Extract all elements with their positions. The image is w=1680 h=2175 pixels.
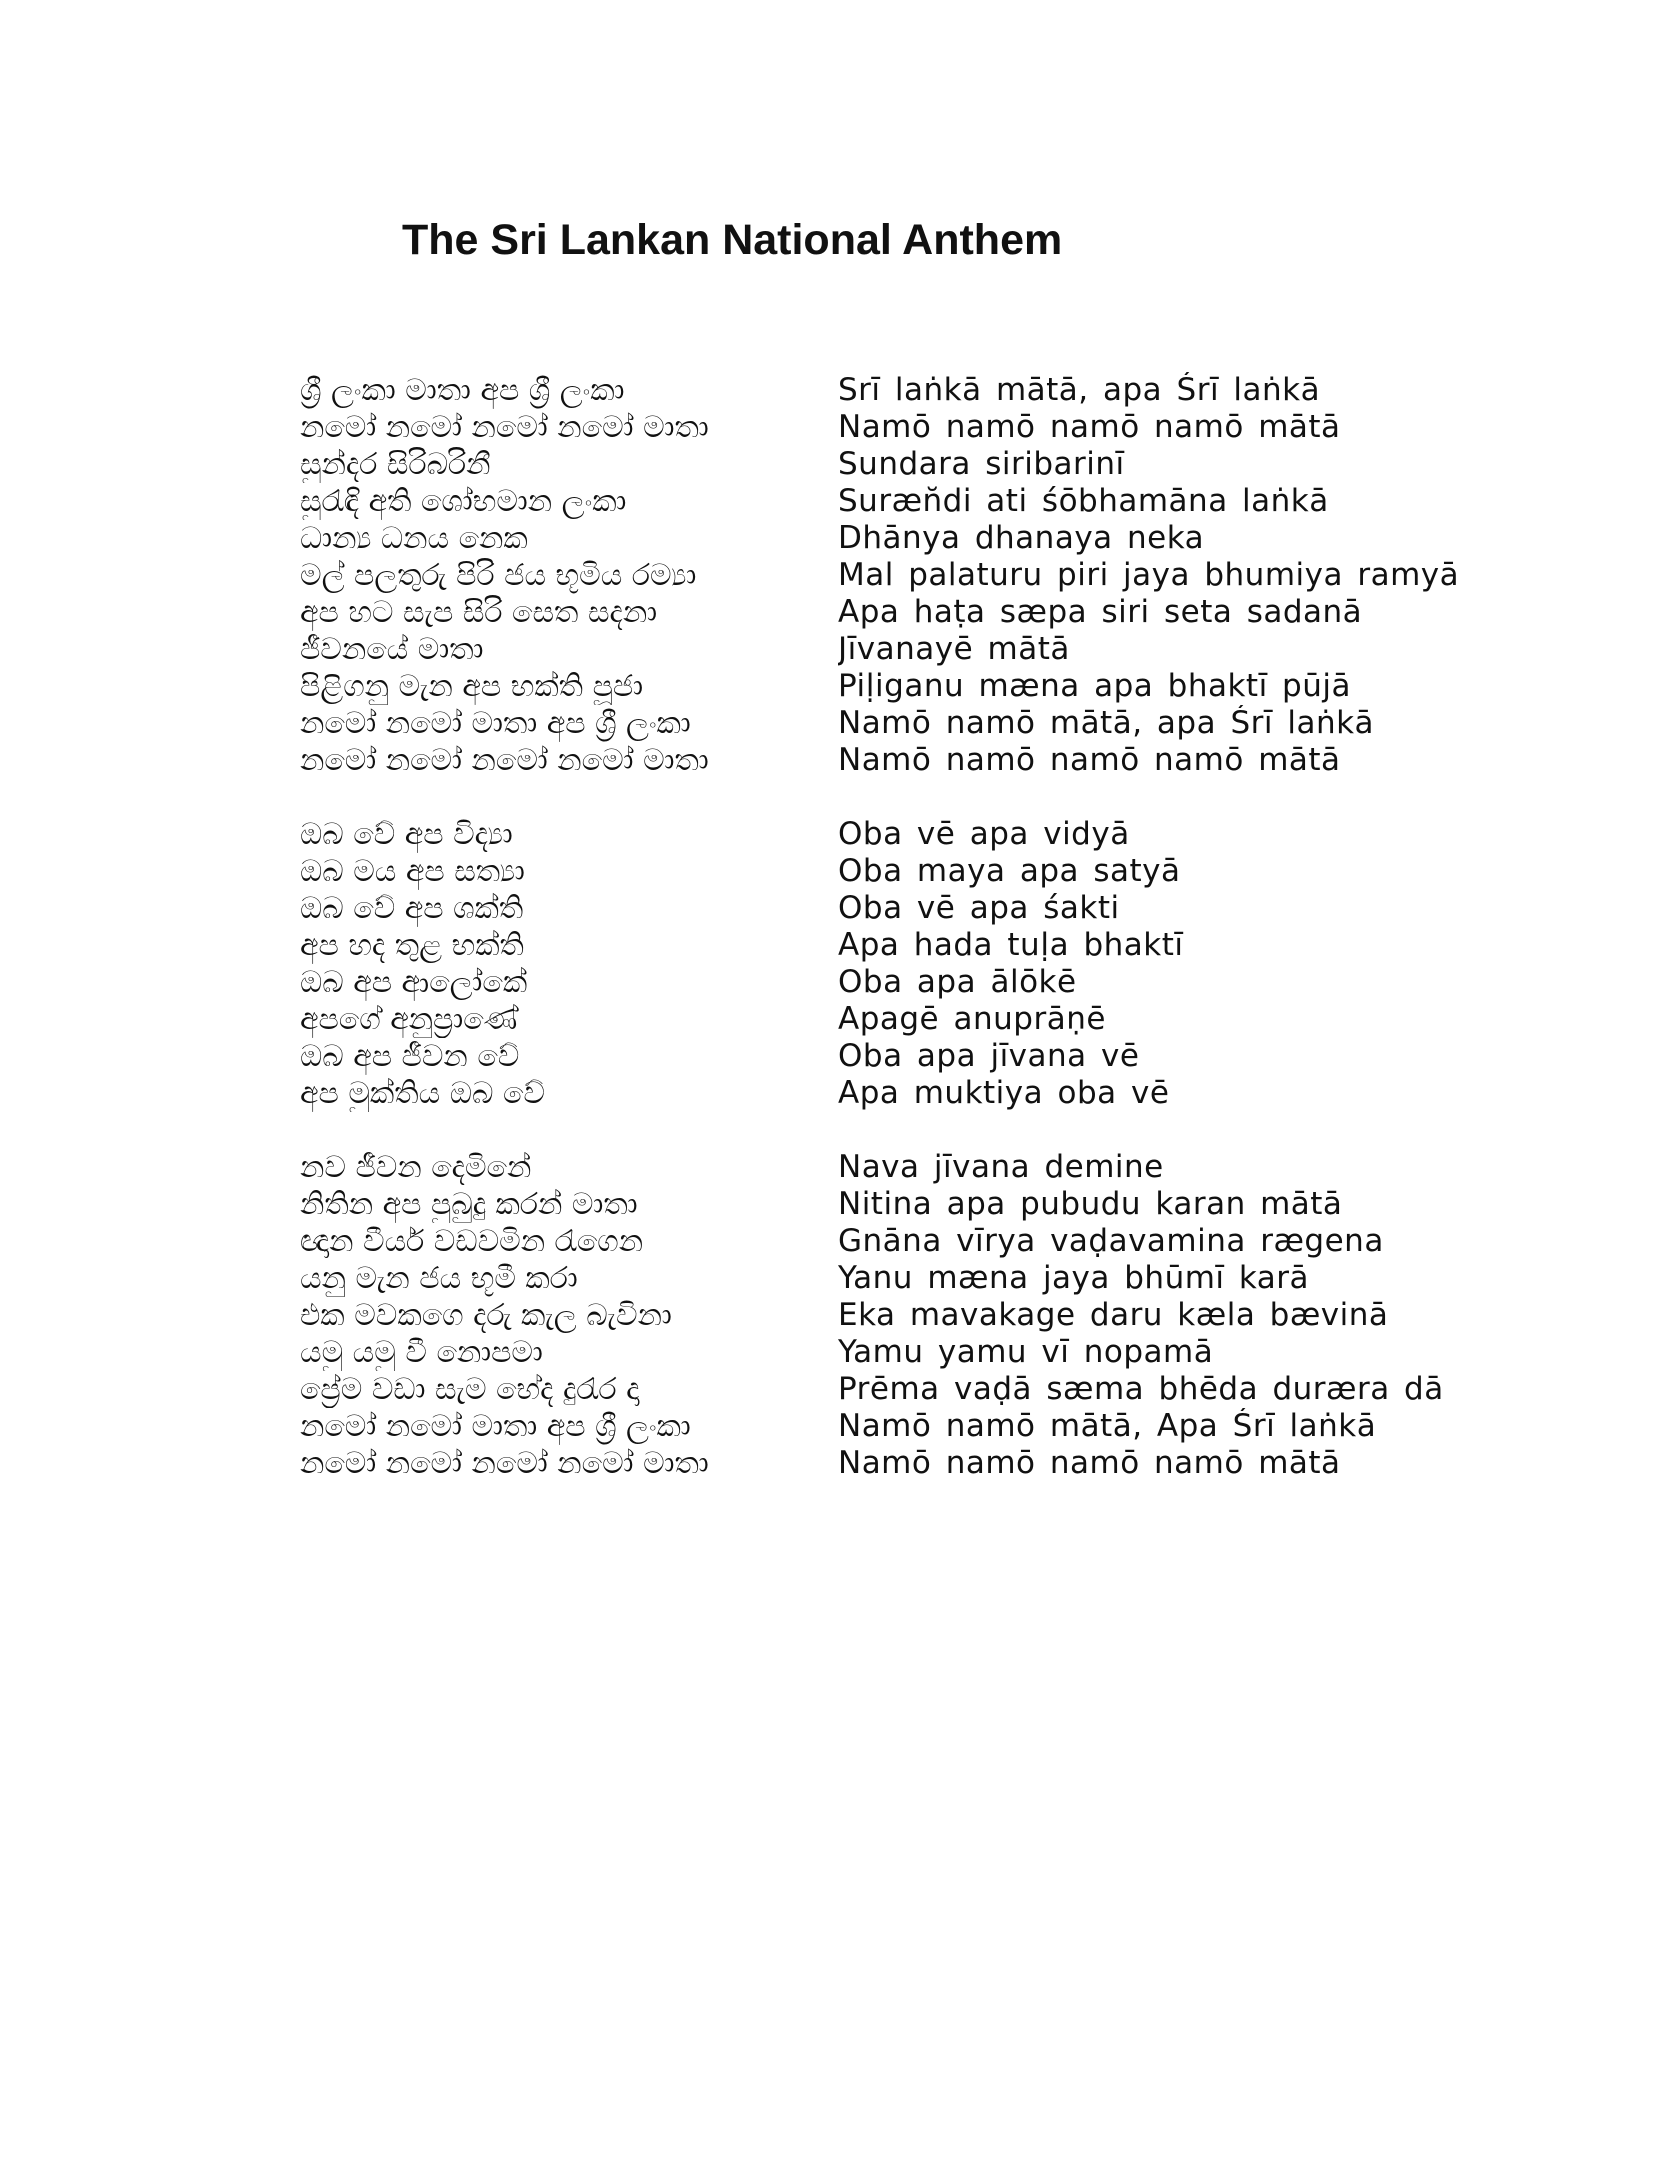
lyric-line: Sundara siribarinī — [838, 446, 1125, 482]
lyric-line: නිතින අප පුබුදු කරන් මාතා — [300, 1187, 638, 1222]
lyric-line: Apa muktiya oba vē — [838, 1075, 1170, 1111]
lyric-line: ජීවනයේ මාතා — [300, 632, 484, 667]
lyric-line: ශ්‍රී ලංකා මාතා අප ශ්‍රී ලංකා — [300, 373, 625, 408]
lyric-line: Nava jīvana demine — [838, 1149, 1164, 1185]
lyric-line: මල් පලතුරු පිරි ජය භූමිය රම්‍යා — [300, 558, 697, 593]
lyric-line: Namō namō namō namō mātā — [838, 409, 1341, 445]
lyric-line: Oba maya apa satyā — [838, 853, 1181, 889]
lyric-line: අප හට සැප සිරි සෙත සදනා — [300, 595, 658, 630]
page-title: The Sri Lankan National Anthem — [402, 216, 1063, 264]
lyric-line: ඥාන වීර්ය වඩවමින රැගෙන — [300, 1224, 644, 1259]
lyric-line: Oba apa ālōkē — [838, 964, 1077, 1000]
lyric-line: Oba vē apa vidyā — [838, 816, 1130, 852]
lyric-line: Namō namō namō namō mātā — [838, 1445, 1341, 1481]
lyric-line: නමෝ නමෝ මාතා අප ශ්‍රී ලංකා — [300, 1409, 691, 1444]
lyric-line: අපගේ අනුප්‍රාණේ — [300, 1002, 518, 1037]
lyric-line: නමෝ නමෝ නමෝ නමෝ මාතා — [300, 410, 709, 445]
lyric-line: Namō namō mātā, apa Śrī laṅkā — [838, 705, 1375, 741]
lyric-line: Dhānya dhanaya neka — [838, 520, 1205, 556]
lyric-line: Mal palaturu piri jaya bhumiya ramyā — [838, 557, 1460, 593]
lyric-line: නව ජීවන දෙමිනේ — [300, 1150, 532, 1185]
lyric-line: යනු මැන ජය භූමී කරා — [300, 1261, 578, 1296]
lyric-line: Apa haṭa sæpa siri seta sadanā — [838, 594, 1363, 630]
romanized-lyrics-column — [838, 372, 1538, 1519]
lyric-line: ඔබ වේ අප විද්‍යා — [300, 817, 513, 852]
lyric-line: Gnāna vīrya vaḍavamina rægena — [838, 1223, 1384, 1259]
lyric-line: Suræn̆di ati śōbhamāna laṅkā — [838, 483, 1329, 519]
lyric-line: සුරැඳි අති ශෝභමාන ලංකා — [300, 484, 627, 519]
romanized-stanza-3 — [838, 1149, 1538, 1482]
lyric-line: ඔබ වේ අප ශක්ති — [300, 891, 524, 926]
lyric-line: ඔබ අප ආලෝකේ — [300, 965, 528, 1000]
lyric-line: නමෝ නමෝ නමෝ නමෝ මාතා — [300, 743, 709, 778]
lyric-line: Oba apa jīvana vē — [838, 1038, 1140, 1074]
lyric-line: යමු යමු වී නොපමා — [300, 1335, 543, 1370]
lyric-line: Yamu yamu vī nopamā — [838, 1334, 1214, 1370]
lyric-line: Piḷiganu mæna apa bhaktī pūjā — [838, 668, 1351, 704]
lyric-line: Namō namō namō namō mātā — [838, 742, 1341, 778]
lyric-line: ඔබ මය අප සත්‍යා — [300, 854, 525, 889]
lyric-line: නමෝ නමෝ නමෝ නමෝ මාතා — [300, 1446, 709, 1481]
romanized-stanza-2 — [838, 816, 1538, 1112]
lyric-line: අප මුක්තිය ඔබ වේ — [300, 1076, 545, 1111]
lyric-line: Prēma vaḍā sæma bhēda duræra dā — [838, 1371, 1444, 1407]
lyric-line: ඔබ අප ජීවන වේ — [300, 1039, 520, 1074]
romanized-stanza-1 — [838, 372, 1538, 779]
lyric-line: සුන්දර සිරිබරිනී — [300, 447, 491, 482]
lyric-line: නමෝ නමෝ මාතා අප ශ්‍රී ලංකා — [300, 706, 691, 741]
lyric-line: Eka mavakage daru kæla bævinā — [838, 1297, 1389, 1333]
lyric-line: Apagē anuprāṇē — [838, 1001, 1106, 1037]
lyric-line: Apa hada tuḷa bhaktī — [838, 927, 1184, 963]
lyric-line: Namō namō mātā, Apa Śrī laṅkā — [838, 1408, 1377, 1444]
lyric-line: එක මවකගෙ දරු කැල බැවිනා — [300, 1298, 672, 1333]
lyric-line: Nitina apa pubudu karan mātā — [838, 1186, 1343, 1222]
lyric-line: Oba vē apa śakti — [838, 890, 1120, 926]
lyric-line: Jīvanayē mātā — [838, 631, 1070, 667]
lyric-line: අප හද තුළ භක්ති — [300, 928, 524, 963]
lyric-line: පිළිගනු මැන අප භක්ති පූජා — [300, 669, 644, 704]
lyric-line: ධාන්‍ය ධනය නෙක — [300, 521, 528, 556]
lyric-line: Yanu mæna jaya bhūmī karā — [838, 1260, 1310, 1296]
lyric-line: ප්‍රේම වඩා සැම භේද දුරැර දා — [300, 1372, 640, 1407]
lyric-line: Srī laṅkā mātā, apa Śrī laṅkā — [838, 372, 1321, 408]
